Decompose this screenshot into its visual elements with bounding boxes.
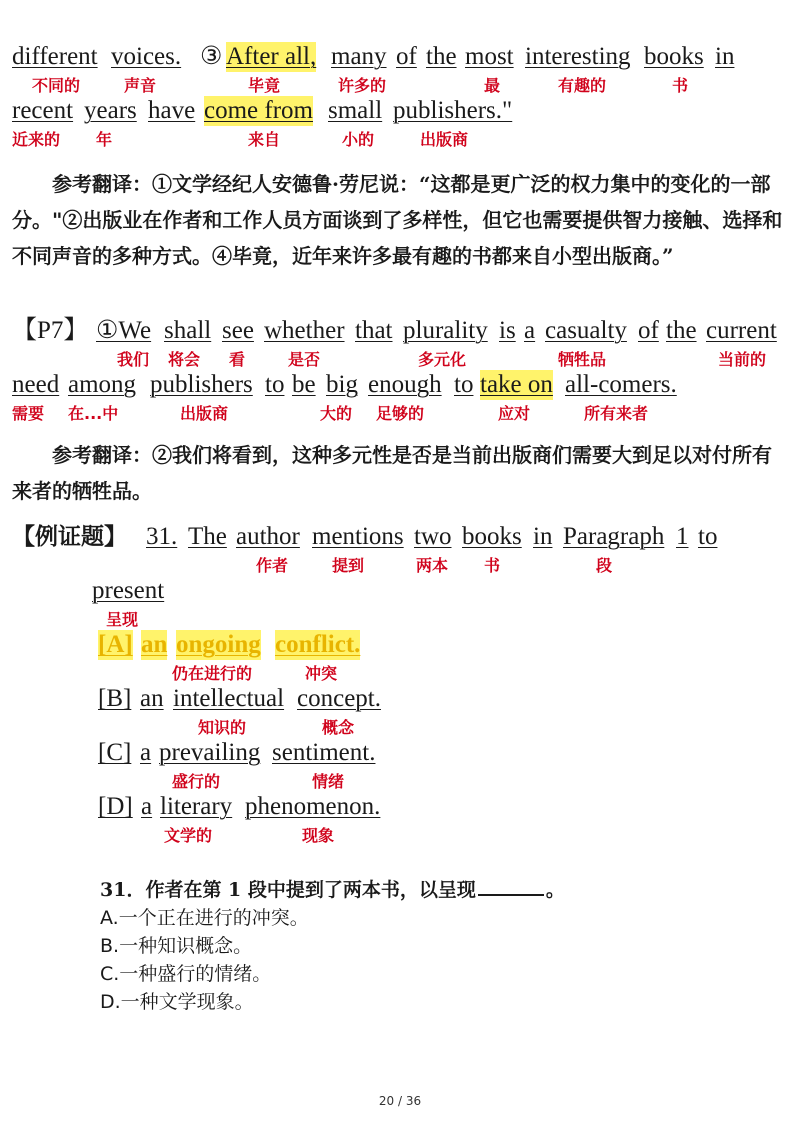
gloss: 足够的 <box>376 404 425 423</box>
word: 1 <box>676 523 689 550</box>
option-letter: [D] <box>98 793 133 820</box>
question-cn-option-b: B.一种知识概念。 <box>100 935 253 957</box>
sentence-marker: ③ <box>200 43 223 70</box>
word: phenomenon. <box>245 793 381 820</box>
word: 31. <box>146 523 178 550</box>
gloss: 呈现 <box>106 610 139 629</box>
word: sentiment. <box>272 739 376 766</box>
word: current <box>706 317 777 344</box>
word: small <box>328 97 383 124</box>
gloss: 来自 <box>248 130 281 149</box>
gloss: 毕竟 <box>248 76 281 95</box>
gloss: 最 <box>484 76 501 95</box>
word: a <box>141 793 153 820</box>
gloss: 声音 <box>124 76 157 95</box>
word: ①We <box>96 317 152 344</box>
word-highlight: After all, <box>226 43 317 70</box>
word: intellectual <box>173 685 285 712</box>
word: of <box>638 317 659 344</box>
gloss: 在...中 <box>68 404 119 423</box>
gloss: 大的 <box>320 404 353 423</box>
word: have <box>148 97 196 124</box>
p7-marker: 【P7】 <box>12 317 89 344</box>
word: to <box>265 371 285 398</box>
gloss: 当前的 <box>718 350 767 369</box>
word: to <box>698 523 718 550</box>
translation-paragraph-2: 参考翻译：②我们将看到，这种多元性是否是当前出版商们需要大到足以对付所有来者的牺牲品。 <box>12 443 772 503</box>
gloss: 作者 <box>256 556 289 575</box>
question-cn-option-d: D.一种文学现象。 <box>100 991 254 1013</box>
gloss: 看 <box>229 350 246 369</box>
word: is <box>499 317 516 344</box>
word-highlight: come from <box>204 97 313 124</box>
question-cn-stem-text: 31．作者在第 1 段中提到了两本书，以呈现 <box>100 879 476 901</box>
gloss: 所有来者 <box>584 404 649 423</box>
gloss: 多元化 <box>418 350 467 369</box>
gloss: 需要 <box>12 404 45 423</box>
word: that <box>355 317 393 344</box>
word: concept. <box>297 685 381 712</box>
word: to <box>454 371 474 398</box>
gloss: 是否 <box>288 350 321 369</box>
gloss: 文学的 <box>164 826 213 845</box>
gloss: 盛行的 <box>172 772 221 791</box>
gloss: 情绪 <box>312 772 345 791</box>
word: in <box>533 523 553 550</box>
example-label: 【例证题】 <box>12 524 127 550</box>
word: years <box>84 97 137 124</box>
option-letter: [B] <box>98 685 132 712</box>
word: plurality <box>403 317 488 344</box>
gloss: 不同的 <box>32 76 81 95</box>
gloss: 现象 <box>302 826 335 845</box>
word: books <box>644 43 704 70</box>
word: recent <box>12 97 74 124</box>
question-cn-option-a: A.一个正在进行的冲突。 <box>100 907 309 929</box>
question-cn-option-c: C.一种盛行的情绪。 <box>100 963 272 985</box>
gloss: 冲突 <box>305 664 338 683</box>
gloss: 近来的 <box>12 130 61 149</box>
page-number: 20 / 36 <box>378 1094 422 1108</box>
word: an <box>140 685 164 712</box>
word-highlight: ongoing <box>176 631 261 658</box>
word: big <box>326 371 358 398</box>
word: literary <box>160 793 233 820</box>
word: most <box>465 43 514 70</box>
word: Paragraph <box>563 523 665 550</box>
word: books <box>462 523 522 550</box>
gloss: 知识的 <box>198 718 247 737</box>
word: a <box>524 317 536 344</box>
word: of <box>396 43 417 70</box>
gloss: 应对 <box>498 404 531 423</box>
word: publishers." <box>393 97 513 124</box>
gloss: 提到 <box>332 556 365 575</box>
word: the <box>426 43 457 70</box>
word: interesting <box>525 43 631 70</box>
word: in <box>715 43 735 70</box>
word: need <box>12 371 60 398</box>
gloss: 书 <box>484 556 501 575</box>
word-highlight: take on <box>480 371 553 398</box>
word-highlight: an <box>141 631 168 658</box>
translation-paragraph-1: 参考翻译：①文学经纪人安德鲁·劳尼说：“这都是更广泛的权力集中的变化的一部分。"②出版业在作者和工作人员方面谈到了多样性，但它也需要提供智力接触、选择和不同声音的多种方式。④毕竟，近年来许多最有趣的书都来自小型出版商。” <box>12 172 783 268</box>
gloss: 段 <box>596 556 613 575</box>
word: The <box>188 523 227 550</box>
gloss: 小的 <box>342 130 375 149</box>
word: a <box>140 739 152 766</box>
word: mentions <box>312 523 404 550</box>
gloss: 将会 <box>168 350 201 369</box>
gloss: 许多的 <box>338 76 387 95</box>
word: prevailing <box>159 739 261 766</box>
word: two <box>414 523 452 550</box>
option-letter: [C] <box>98 739 132 766</box>
word: many <box>331 43 387 70</box>
word: different <box>12 43 98 70</box>
word: publishers <box>150 371 253 398</box>
word: voices. <box>111 43 182 70</box>
word: all-comers. <box>565 371 677 398</box>
answer-blank <box>478 878 544 896</box>
gloss: 两本 <box>416 556 449 575</box>
word: enough <box>368 371 442 398</box>
word: see <box>222 317 254 344</box>
option-letter: [A] <box>98 631 133 658</box>
word: author <box>236 523 300 550</box>
word: be <box>292 371 316 398</box>
word: casualty <box>545 317 627 344</box>
word: shall <box>164 317 212 344</box>
gloss: 有趣的 <box>558 76 607 95</box>
gloss: 概念 <box>322 718 355 737</box>
gloss: 牺牲品 <box>558 350 607 369</box>
question-cn-stem <box>100 878 565 902</box>
word: the <box>666 317 697 344</box>
word: present <box>92 577 165 604</box>
gloss: 出版商 <box>180 404 229 423</box>
gloss: 出版商 <box>420 130 469 149</box>
gloss: 我们 <box>117 350 150 369</box>
gloss: 年 <box>96 130 113 149</box>
word-highlight: conflict. <box>275 631 361 658</box>
gloss: 仍在进行的 <box>172 664 253 683</box>
gloss: 书 <box>672 76 689 95</box>
question-cn-stem-end: 。 <box>545 879 565 901</box>
word: whether <box>264 317 345 344</box>
word: among <box>68 371 137 398</box>
